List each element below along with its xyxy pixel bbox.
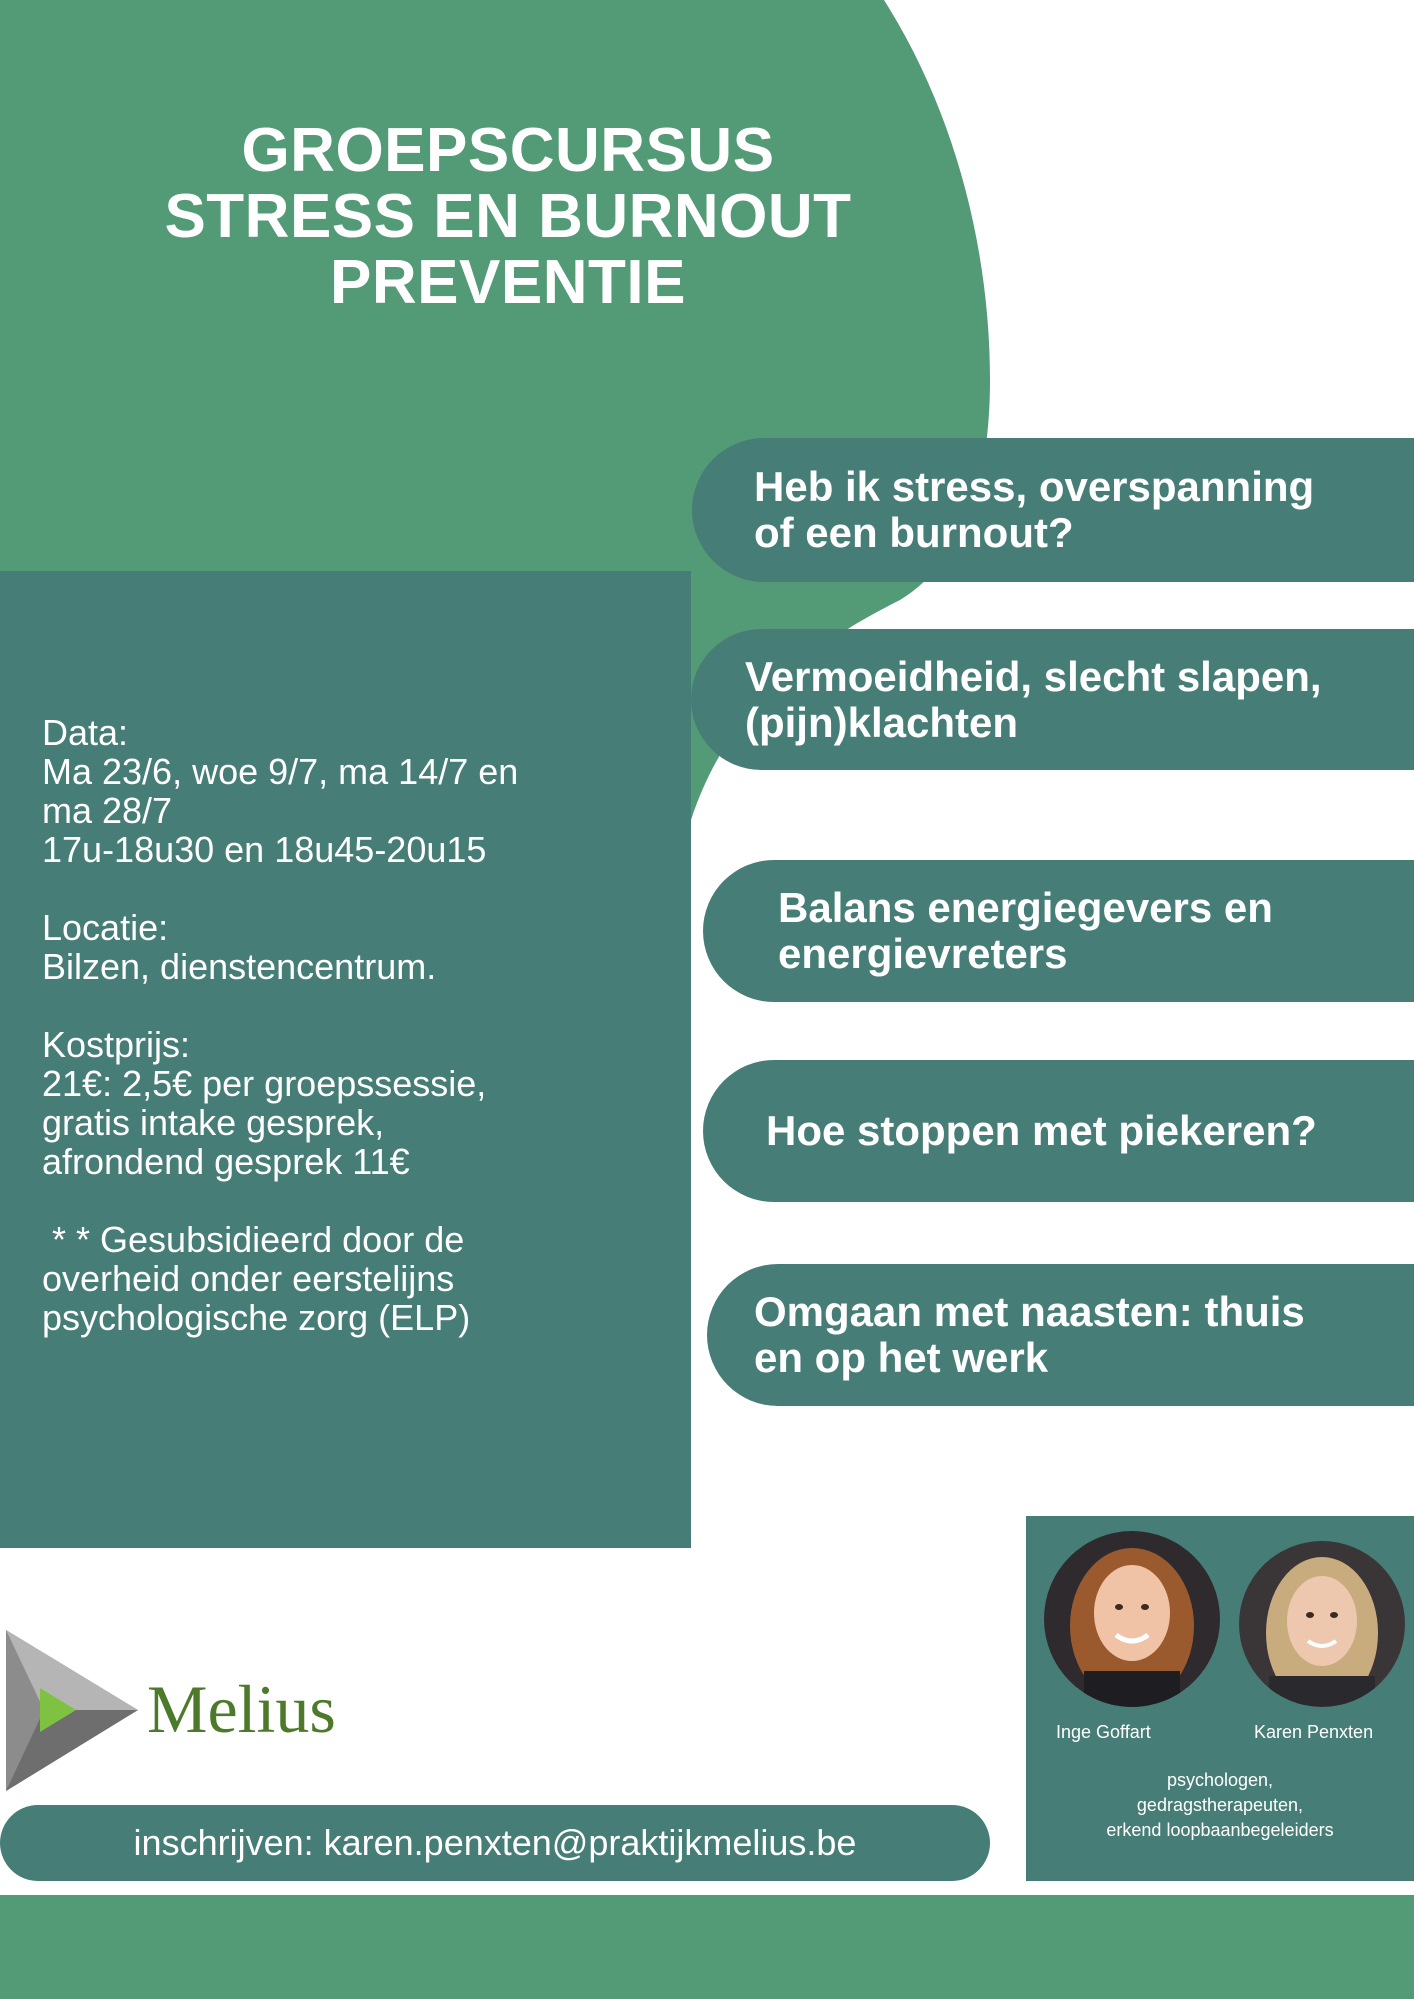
team-panel	[1026, 1516, 1414, 1881]
locatie-value: Bilzen, dienstencentrum.	[42, 946, 437, 987]
topic-pill-4	[703, 1060, 1414, 1202]
topic-text: en op het werk	[754, 1334, 1049, 1381]
data-line: 17u-18u30 en 18u45-20u15	[42, 829, 487, 870]
role-line: gedragstherapeuten,	[1136, 1795, 1304, 1815]
subsidy-line: psychologische zorg (ELP)	[42, 1297, 471, 1338]
spacer	[42, 1181, 682, 1220]
triangle-logo-icon	[4, 1628, 144, 1793]
title-line-2: STRESS EN BURNOUT	[164, 182, 852, 251]
topic-text: energievreters	[778, 930, 1068, 977]
kostprijs-line: 21€: 2,5€ per groepssessie,	[42, 1063, 487, 1104]
title-line-3: PREVENTIE	[330, 248, 686, 317]
topic-text: Balans energiegevers en	[778, 884, 1273, 931]
role-line: erkend loopbaanbegeleiders	[1106, 1820, 1334, 1840]
person-name-karen: Karen Penxten	[1254, 1722, 1374, 1742]
topic-text: (pijn)klachten	[745, 698, 1019, 746]
spacer	[42, 986, 682, 1025]
melius-logo	[4, 1628, 336, 1793]
kostprijs-line: gratis intake gesprek,	[42, 1102, 385, 1143]
kostprijs-label: Kostprijs:	[42, 1024, 191, 1065]
topic-pill-3	[703, 860, 1414, 1002]
topic-text: Hoe stoppen met piekeren?	[766, 1107, 1317, 1154]
role-line: psychologen,	[1166, 1770, 1274, 1790]
subsidy-line: * * Gesubsidieerd door de	[42, 1219, 465, 1260]
kostprijs-line: afrondend gesprek 11€	[42, 1141, 410, 1182]
footer-band	[0, 1895, 1414, 1999]
topic-text: of een burnout?	[754, 509, 1074, 556]
page-title	[60, 118, 956, 316]
topic-pill-1	[692, 438, 1414, 582]
topic-pill-2	[691, 629, 1414, 770]
topic-pill-5	[707, 1264, 1414, 1406]
locatie-label: Locatie:	[42, 907, 169, 948]
info-text	[42, 713, 682, 1337]
title-line-1: GROEPSCURSUS	[241, 116, 775, 185]
data-label: Data:	[42, 712, 129, 753]
spacer	[42, 869, 682, 908]
register-bar: inschrijven: karen.penxten@praktijkmelius.be	[0, 1805, 990, 1881]
avatar-karen	[1239, 1541, 1405, 1707]
topic-text: Omgaan met naasten: thuis	[754, 1288, 1305, 1335]
avatar-inge	[1044, 1531, 1220, 1707]
data-line: ma 28/7	[42, 790, 173, 831]
logo-text: Melius	[147, 1671, 336, 1747]
data-line: Ma 23/6, woe 9/7, ma 14/7 en	[42, 751, 519, 792]
topic-text: Heb ik stress, overspanning	[754, 463, 1315, 510]
person-name-inge: Inge Goffart	[1056, 1722, 1151, 1742]
subsidy-line: overheid onder eerstelijns	[42, 1258, 455, 1299]
topic-text: Vermoeidheid, slecht slapen,	[745, 652, 1322, 700]
team-roles	[1026, 1768, 1414, 1843]
